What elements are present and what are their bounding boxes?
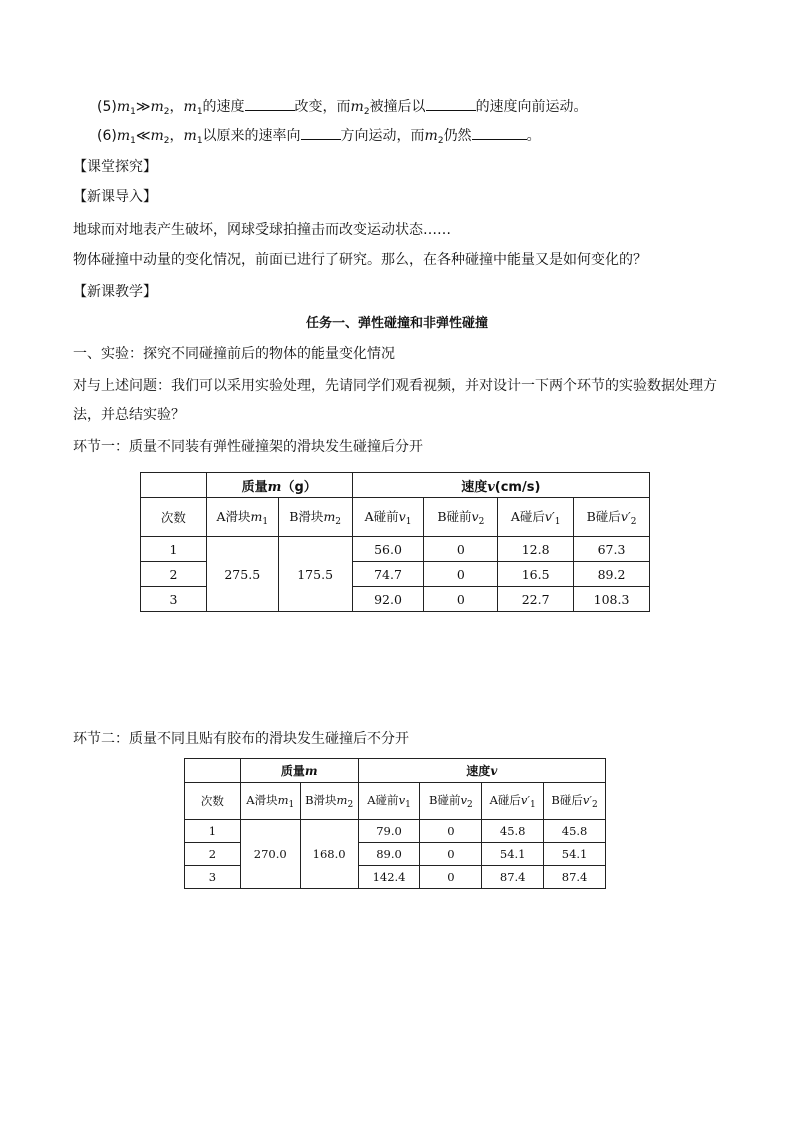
- q6-text: 仍然: [443, 128, 472, 144]
- cell-b-after: 45.8: [544, 820, 606, 843]
- cell-count: 2: [141, 562, 207, 587]
- symbol-m: m: [116, 128, 131, 144]
- comma: ，: [169, 99, 184, 115]
- header-a-after: A碰后$v'_1$: [482, 783, 544, 820]
- cell-a-after: 87.4: [482, 866, 544, 889]
- answer-blank[interactable]: [426, 95, 476, 111]
- symbol-m: m: [116, 99, 131, 115]
- question-5: [97, 95, 588, 122]
- cell-count: 3: [141, 587, 207, 612]
- subscript: 1: [196, 107, 203, 117]
- symbol-m: m: [350, 99, 364, 115]
- symbol-m: m: [424, 128, 438, 144]
- cell-a-after: 12.8: [498, 537, 574, 562]
- heading-explore: 【课堂探究】: [73, 159, 157, 175]
- q6-text: 方向运动，而: [340, 128, 425, 144]
- cell-b-after: 54.1: [544, 843, 606, 866]
- cell-count: 1: [141, 537, 207, 562]
- header-count: 次数: [185, 783, 241, 820]
- comma: ，: [169, 128, 184, 144]
- cell-a-before: 74.7: [352, 562, 424, 587]
- table-row: [141, 537, 650, 562]
- intro-line-1: 地球而对地表产生破坏，网球受球拍撞击而改变运动状态……: [73, 222, 451, 238]
- answer-blank[interactable]: [472, 124, 527, 140]
- symbol-m: m: [183, 99, 197, 115]
- relation-symbol: ≫: [135, 99, 151, 115]
- cell-a-before: 79.0: [358, 820, 420, 843]
- table-elastic-collision: [140, 472, 650, 612]
- cell-b-before: 0: [420, 843, 482, 866]
- cell-a-before: 142.4: [358, 866, 420, 889]
- header-mass: 质量m: [240, 759, 358, 783]
- cell-mass-a: 275.5: [206, 537, 278, 612]
- cell-b-after: 89.2: [574, 562, 650, 587]
- q5-text: 被撞后以: [369, 99, 426, 115]
- q5-text: 改变，而: [294, 99, 351, 115]
- experiment-title: 一、实验：探究不同碰撞前后的物体的能量变化情况: [73, 346, 395, 362]
- task-title: 任务一、弹性碰撞和非弹性碰撞: [305, 316, 488, 331]
- cell-b-after: 108.3: [574, 587, 650, 612]
- header-b-before: B碰前$v_2$: [420, 783, 482, 820]
- cell-a-after: 45.8: [482, 820, 544, 843]
- cell-count: 2: [185, 843, 241, 866]
- question-6: [97, 124, 541, 151]
- table-row: [185, 820, 606, 843]
- cell-a-after: 22.7: [498, 587, 574, 612]
- header-a-after: A碰后$v'_1$: [498, 498, 574, 537]
- section-2-title: 环节二：质量不同且贴有胶布的滑块发生碰撞后不分开: [73, 731, 409, 747]
- experiment-text-2: 法，并总结实验？: [73, 407, 185, 423]
- cell-b-after: 67.3: [574, 537, 650, 562]
- cell-a-before: 92.0: [352, 587, 424, 612]
- cell-mass-a: 270.0: [240, 820, 300, 889]
- answer-blank[interactable]: [301, 124, 341, 140]
- q5-text: 的速度向前运动。: [475, 99, 588, 115]
- q5-text: 的速度: [202, 99, 245, 115]
- header-mass-a: A滑块$m_1$: [240, 783, 300, 820]
- subscript: 2: [437, 136, 444, 146]
- q6-number: (6): [97, 128, 117, 144]
- q5-number: (5): [97, 99, 117, 115]
- symbol-m: m: [150, 128, 164, 144]
- relation-symbol: ≪: [135, 128, 151, 144]
- heading-intro: 【新课导入】: [73, 189, 157, 205]
- cell-b-before: 0: [424, 587, 498, 612]
- cell-b-before: 0: [420, 866, 482, 889]
- subscript: 1: [130, 107, 136, 117]
- header-b-after: B碰后$v'_2$: [574, 498, 650, 537]
- cell-b-after: 87.4: [544, 866, 606, 889]
- header-a-before: A碰前$v_1$: [352, 498, 424, 537]
- symbol-m: m: [150, 99, 164, 115]
- table-inelastic-collision: [184, 758, 606, 889]
- cell-mass-b: 175.5: [278, 537, 352, 612]
- cell-a-before: 89.0: [358, 843, 420, 866]
- header-empty: [185, 759, 241, 783]
- header-mass-b: B滑块$m_2$: [300, 783, 358, 820]
- header-mass: 质量m（g）: [206, 473, 352, 498]
- subscript: 2: [363, 107, 370, 117]
- q6-text: 以原来的速率向: [202, 128, 301, 144]
- cell-count: 1: [185, 820, 241, 843]
- header-b-after: B碰后$v'_2$: [544, 783, 606, 820]
- intro-line-2: 物体碰撞中动量的变化情况，前面已进行了研究。那么，在各种碰撞中能量又是如何变化的？: [73, 252, 647, 268]
- cell-b-before: 0: [420, 820, 482, 843]
- subscript: 1: [130, 136, 136, 146]
- header-mass-a: A滑块$m_1$: [206, 498, 278, 537]
- header-velocity: 速度v(cm/s): [352, 473, 649, 498]
- cell-mass-b: 168.0: [300, 820, 358, 889]
- experiment-text-1: 对与上述问题：我们可以采用实验处理，先请同学们观看视频，并对设计一下两个环节的实验数据处理方: [73, 378, 717, 394]
- subscript: 1: [196, 136, 203, 146]
- answer-blank[interactable]: [245, 95, 295, 111]
- cell-a-after: 16.5: [498, 562, 574, 587]
- header-velocity: 速度v: [358, 759, 605, 783]
- cell-count: 3: [185, 866, 241, 889]
- section-1-title: 环节一：质量不同装有弹性碰撞架的滑块发生碰撞后分开: [73, 439, 423, 455]
- header-b-before: B碰前$v_2$: [424, 498, 498, 537]
- heading-teach: 【新课教学】: [73, 284, 157, 300]
- cell-a-before: 56.0: [352, 537, 424, 562]
- header-mass-b: B滑块$m_2$: [278, 498, 352, 537]
- header-count: 次数: [141, 498, 207, 537]
- header-a-before: A碰前$v_1$: [358, 783, 420, 820]
- cell-b-before: 0: [424, 562, 498, 587]
- cell-b-before: 0: [424, 537, 498, 562]
- header-empty: [141, 473, 207, 498]
- q6-text: 。: [526, 128, 541, 144]
- cell-a-after: 54.1: [482, 843, 544, 866]
- subscript: 2: [163, 136, 170, 146]
- subscript: 2: [163, 107, 170, 117]
- symbol-m: m: [183, 128, 197, 144]
